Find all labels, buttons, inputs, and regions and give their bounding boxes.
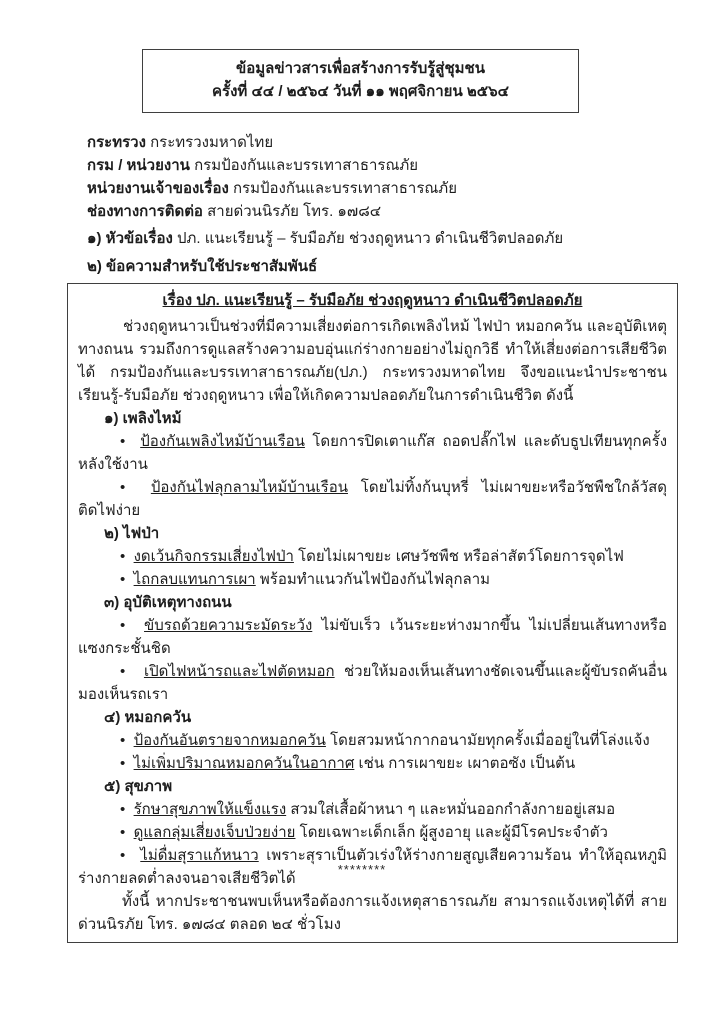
bullet-lead: ป้องกันอันตรายจากหมอกควัน: [133, 732, 326, 749]
bullet-lead: ไถกลบแทนการเผา: [133, 571, 256, 588]
bullet-lead: ดูแลกลุ่มเสี่ยงเจ็บป่วยง่าย: [133, 824, 296, 841]
meta-block: [87, 131, 667, 223]
section-heading-road-accident: ๓) อุบัติเหตุทางถนน: [104, 594, 232, 611]
footer-separator-mark: ********: [337, 862, 387, 877]
bullet-lead: รักษาสุขภาพให้แข็งแรง: [133, 801, 287, 818]
header-title-line: ข้อมูลข่าวสารเพื่อสร้างการรับรู้สู่ชุมชน: [236, 60, 485, 77]
meta-department-value: กรมป้องกันและบรรเทาสาธารณภัย: [194, 157, 419, 174]
bullet-rest: เพราะสุราเป็นตัวเร่งให้ร่างกายสูญเสียความร้อน ทำให้อุณหภูมิร่างกายลดต่ำลงจนอาจเสียชีวิตได้: [78, 847, 668, 887]
meta-contact-label: ช่องทางการติดต่อ: [87, 203, 203, 220]
meta-contact-value: สายด่วนนิรภัย โทร. ๑๗๘๔: [207, 203, 382, 220]
meta-ministry-value: กระทรวงมหาดไทย: [150, 134, 274, 151]
bullet-rest: โดยการปิดเตาแก๊ส ถอดปลั๊กไฟ และดับธูปเทียนทุกครั้งหลังใช้งาน: [78, 433, 668, 473]
header-box: [142, 49, 579, 113]
bullet-rest: พร้อมทำแนวกันไฟป้องกันไฟลุกลาม: [255, 571, 491, 588]
bullet-item: [78, 545, 667, 568]
bullet-lead: ไม่เพิ่มปริมาณหมอกควันในอากาศ: [133, 755, 355, 772]
bullet-item: [78, 729, 667, 752]
topic-line: [87, 227, 667, 250]
intro-paragraph: ช่วงฤดูหนาวเป็นช่วงที่มีความเสี่ยงต่อการเกิดเพลิงไหม้ ไฟป่า หมอกควัน และอุบัติเหตุทางถนน รวมถึงการดูแลสร้างความอบอุ่นแก่ร่างกายอย่างไม่ถูกวิธี ทำให้เสี่ยงต่อการเสียชีวิตได้ กรมป้องกันและบรรเทาสาธารณภัย(ปภ.) กระทรวงมหาดไทย จึงขอแนะนำประชาชน เรียนรู้-รับมือภัย ช่วงฤดูหนาว เพื่อให้เกิดความปลอดภัยในการดำเนินชีวิต ดังนี้: [78, 318, 667, 404]
bullet-lead: งดเว้นกิจกรรมเสี่ยงไฟป่า: [133, 548, 294, 565]
bullet-rest: สวมใส่เสื้อผ้าหนา ๆ และหมั่นออกกำลังกายอยู่เสมอ: [286, 801, 616, 818]
section-heading-wildfire: ๒) ไฟป่า: [104, 525, 160, 542]
meta-ministry: [87, 131, 667, 154]
bullet-rest: โดยไม่เผาขยะ เศษวัชพืช หรือล่าสัตว์โดยการจุดไฟ: [293, 548, 624, 565]
bullet-item: [78, 430, 667, 476]
section-heading-smog: ๔) หมอกควัน: [104, 709, 192, 726]
closing-paragraph: ทั้งนี้ หากประชาชนพบเห็นหรือต้องการแจ้งเหตุสาธารณภัย สามารถแจ้งเหตุได้ที่ สายด่วนนิรภัย โทร. ๑๗๘๔ ตลอด ๒๔ ชั่วโมง: [78, 893, 667, 933]
topic-value: ปภ. แนะเรียนรู้ – รับมือภัย ช่วงฤดูหนาว ดำเนินชีวิตปลอดภัย: [176, 230, 564, 247]
meta-department: [87, 154, 667, 177]
bullet-item: [78, 568, 667, 591]
meta-owner-agency-label: หน่วยงานเจ้าของเรื่อง: [87, 180, 229, 197]
meta-department-label: กรม / หน่วยงาน: [87, 157, 190, 174]
bullet-lead: ป้องกันไฟลุกลามไหม้บ้านเรือน: [150, 479, 348, 496]
meta-owner-agency: [87, 177, 667, 200]
bullet-lead: เปิดไฟหน้ารถและไฟตัดหมอก: [143, 663, 335, 680]
header-issue-line: ครั้งที่ ๔๔ / ๒๕๖๔ วันที่ ๑๑ พฤศจิกายน ๒๕๖๔: [211, 83, 509, 100]
meta-contact: [87, 200, 667, 223]
bullet-item: [78, 752, 667, 775]
bullet-rest: โดยไม่ทิ้งก้นบุหรี่ ไม่เผาขยะหรือวัชพืชใกล้วัสดุติดไฟง่าย: [78, 479, 668, 519]
topic-label: ๑) หัวข้อเรื่อง: [87, 230, 173, 247]
bullet-rest: โดยสวมหน้ากากอนามัยทุกครั้งเมื่ออยู่ในที่โล่งแจ้ง: [325, 732, 650, 749]
bullet-item: [78, 476, 667, 522]
meta-ministry-label: กระทรวง: [87, 134, 146, 151]
bullet-lead: ขับรถด้วยความระมัดระวัง: [144, 617, 313, 634]
pr-message-heading: ๒) ข้อความสำหรับใช้ประชาสัมพันธ์: [87, 258, 318, 275]
bullet-rest: โดยเฉพาะเด็กเล็ก ผู้สูงอายุ และผู้มีโรคประจำตัว: [295, 824, 608, 841]
pr-message-box: [67, 283, 678, 943]
bullet-item: [78, 660, 667, 706]
bullet-lead: ไม่ดื่มสุราแก้หนาว: [140, 847, 259, 864]
bullet-rest: ช่วยให้มองเห็นเส้นทางชัดเจนขึ้นและผู้ขับรถคันอื่นมองเห็นรถเรา: [78, 663, 667, 703]
bullet-rest: เช่น การเผาขยะ เผาตอซัง เป็นต้น: [354, 755, 576, 772]
message-title: เรื่อง ปภ. แนะเรียนรู้ – รับมือภัย ช่วงฤดูหนาว ดำเนินชีวิตปลอดภัย: [162, 292, 583, 309]
bullet-item: [78, 798, 667, 821]
bullet-item: [78, 821, 667, 844]
bullet-rest: ไม่ขับเร็ว เว้นระยะห่างมากขึ้น ไม่เปลี่ยนเส้นทางหรือแซงกระชั้นชิด: [78, 617, 667, 657]
bullet-lead: ป้องกันเพลิงไหม้บ้านเรือน: [140, 433, 305, 450]
meta-owner-agency-value: กรมป้องกันและบรรเทาสาธารณภัย: [232, 180, 457, 197]
section-heading-fire: ๑) เพลิงไหม้: [104, 410, 182, 427]
section-heading-health: ๕) สุขภาพ: [104, 778, 173, 795]
bullet-item: [78, 614, 667, 660]
